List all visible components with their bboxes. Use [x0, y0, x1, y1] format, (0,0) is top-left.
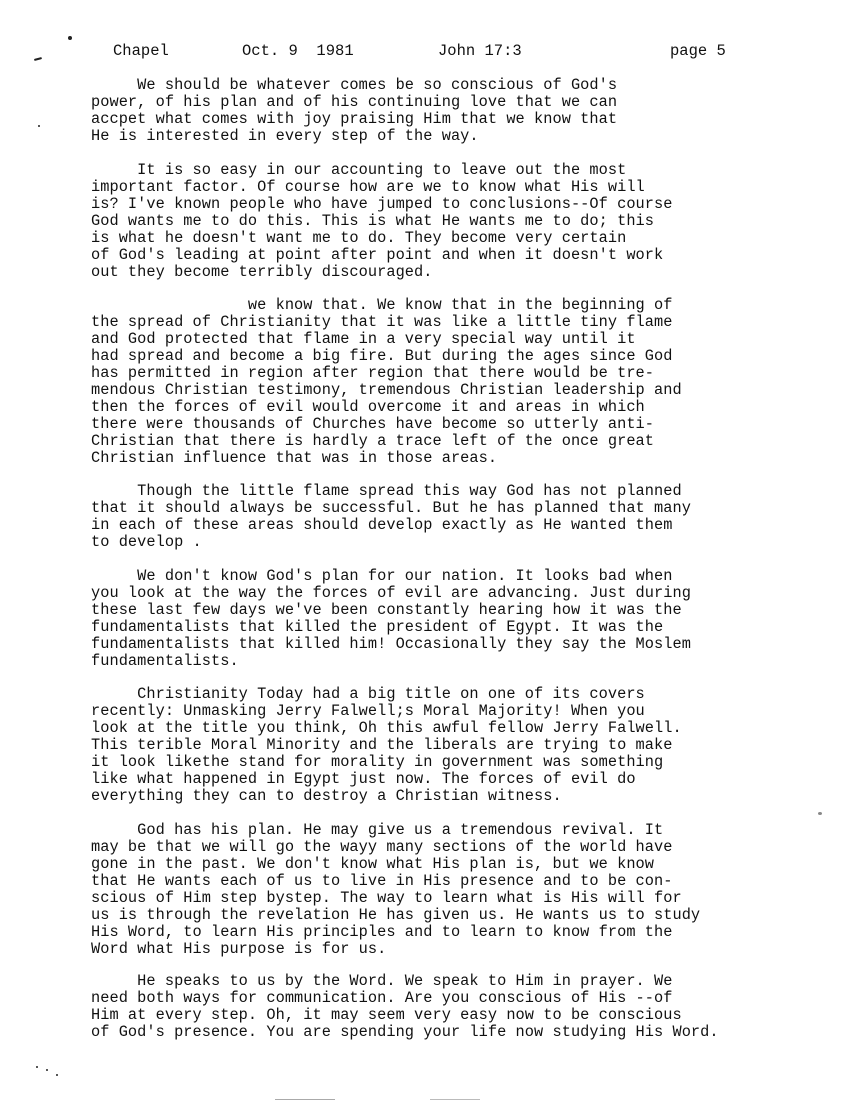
ink-speck	[38, 125, 40, 127]
paragraph-5: We don't know God's plan for our nation. It looks bad when you look at the way the forces of evil are advancing. Just during these last few days we've been constantly hearing how it was the fundamentalists that killed the president of Egypt. It was the fundamentalists that killed him! Occasionally they say the Moslem fundamentalists.	[91, 567, 691, 670]
header-date: Oct. 9 1981	[242, 42, 354, 60]
page-header	[0, 42, 848, 66]
ink-speck	[56, 1074, 58, 1076]
paragraph-6: Christianity Today had a big title on one of its covers recently: Unmasking Jerry Falwell;s Moral Majority! When you look at the title you think, Oh this awful fellow Jerry Falwell. This terible Moral Minority and the liberals are trying to make it look likethe stand for morality in government was something like what happened in Egypt just now. The forces of evil do everything they can to destroy a Christian witness.	[91, 685, 682, 805]
ink-speck	[36, 1066, 38, 1068]
scan-edge-mark	[430, 1099, 480, 1100]
ink-speck	[68, 36, 72, 40]
paragraph-1: We should be whatever comes be so conscious of God's power, of his plan and of his continuing love that we can accpet what comes with joy praising Him that we know that He is interested in every step of the way.	[91, 76, 618, 145]
paragraph-4: Though the little flame spread this way God has not planned that it should always be successful. But he has planned that many in each of these areas should develop exactly as He wanted them to develop .	[91, 482, 691, 551]
header-chapel: Chapel	[113, 42, 169, 60]
header-scripture-reference: John 17:3	[438, 42, 522, 60]
paragraph-2: It is so easy in our accounting to leave out the most important factor. Of course how are we to know what His will is? I've known people who have jumped to conclusions--Of course God wants me to do this. This is what He wants me to do; this is what he doesn't want me to do. They become very certain of God's leading at point after point and when it doesn't work out they become terribly discouraged.	[91, 161, 673, 281]
scan-edge-mark	[275, 1099, 335, 1100]
paragraph-7: God has his plan. He may give us a tremendous revival. It may be that we will go the wayy many sections of the world have gone in the past. We don't know what His plan is, but we know that He wants each of us to live in His presence and to be con- scious of Him step bystep. The way to learn what is His will for us is through the revelation He has given us. He wants us to study His Word, to learn His principles and to learn to know from the Word what His purpose is for us.	[91, 821, 701, 958]
ink-speck	[818, 812, 822, 815]
ink-speck	[46, 1069, 48, 1071]
header-page-number: page 5	[670, 42, 726, 60]
paragraph-3: we know that. We know that in the beginning of the spread of Christianity that it was like a little tiny flame and God protected that flame in a very special way until it had spread and become a big fire. But during the ages since God has permitted in region after region that there would be tre- mendous Christian testimony, tremendous Christian leadership and then the forces of evil would overcome it and areas in which there were thousands of Churches have become so utterly anti- Christian that there is hardly a trace left of the once great Christian influence that was in those areas.	[91, 296, 682, 467]
paragraph-8: He speaks to us by the Word. We speak to Him in prayer. We need both ways for communication. Are you conscious of His --of Him at every step. Oh, it may seem very easy now to be conscious of God's presence. You are spending your life now studying His Word.	[91, 972, 719, 1041]
